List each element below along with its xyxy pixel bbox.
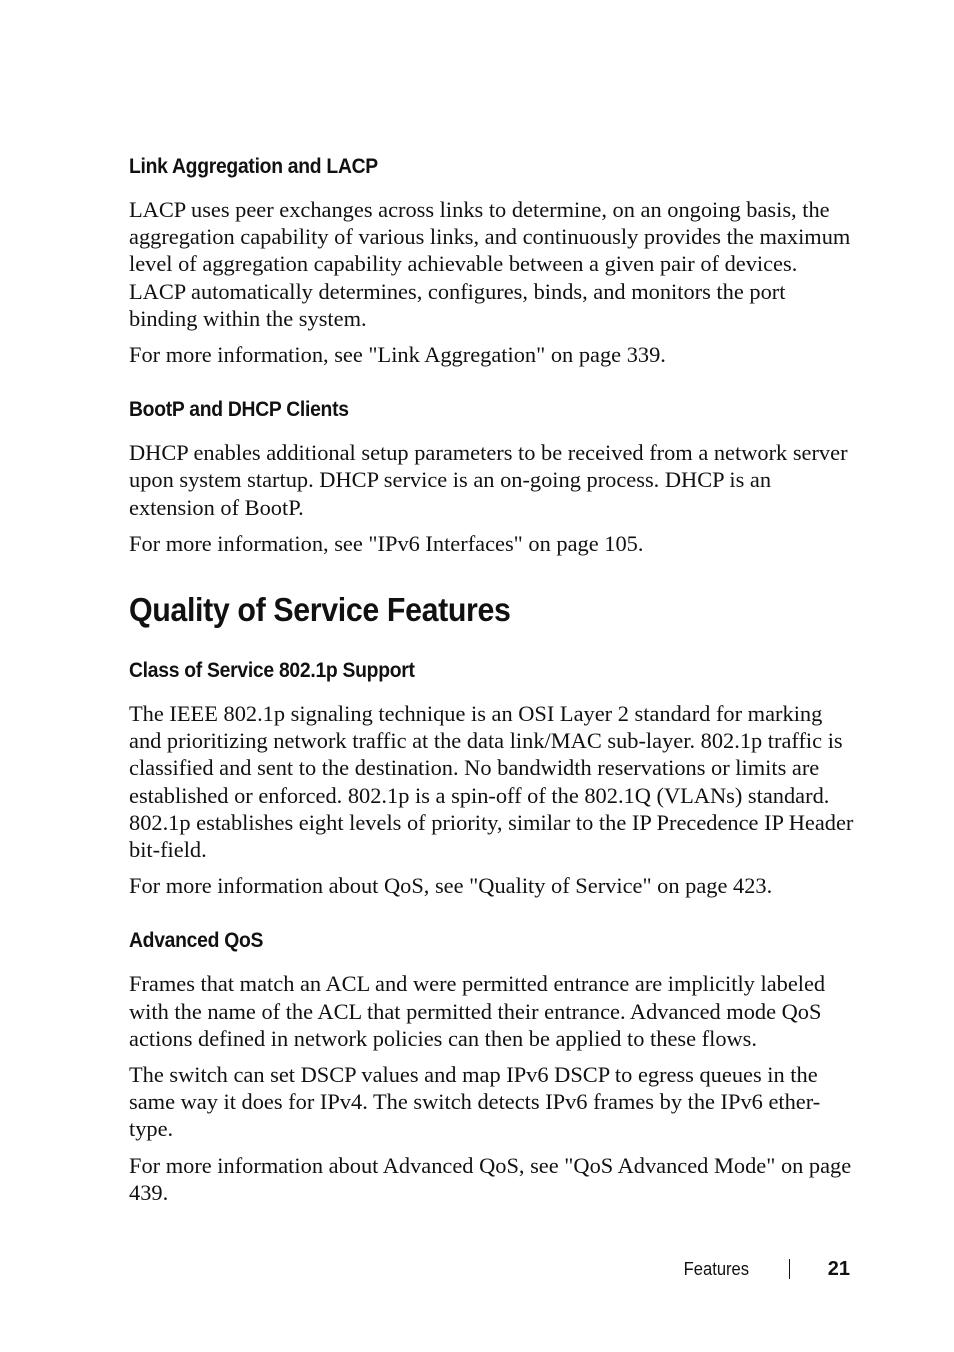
page-footer (678, 1254, 850, 1284)
paragraph: The switch can set DSCP values and map IPv6 DSCP to egress queues in the same way it does for IPv4. The switch detects IPv6 frames by the IPv6 ether-type. (129, 1062, 821, 1142)
paragraph: Frames that match an ACL and were permitted entrance are implicitly labeled with the name of the ACL that permitted their entrance. Advanced mode QoS actions defined in network policies can then be applied to these flows. (129, 971, 826, 1051)
section-heading-advanced-qos: Advanced QoS (129, 929, 264, 953)
section-heading-bootp: BootP and DHCP Clients (129, 398, 349, 422)
paragraph: The IEEE 802.1p signaling technique is an OSI Layer 2 standard for marking and prioritizing network traffic at the data link/MAC sub-layer. 802.1p traffic is classified and sent to the destination. No bandwidth reservations or limits are established or enforced. 802.1p is a spin-off of the 802.1Q (VLANs) standard. 802.1p establishes eight levels of priority, similar to the IP Precedence IP Header bit-field. (129, 701, 854, 863)
cross-reference-text: For more information, see "Link Aggregation" on page 339. (129, 342, 666, 368)
footer-chapter-label: Features (683, 1258, 749, 1279)
cross-reference-text: For more information, see "IPv6 Interfaces" on page 105. (129, 530, 644, 556)
paragraph: LACP uses peer exchanges across links to determine, on an ongoing basis, the aggregation capability of various links, and continuously provides the maximum level of aggregation capability achievable between a given pair of devices. LACP automatically determines, configures, binds, and monitors the port binding within the system. (129, 197, 851, 331)
paragraph: DHCP enables additional setup parameters to be received from a network server upon system startup. DHCP service is an on-going process. DHCP is an extension of BootP. (129, 440, 848, 520)
section-heading-cos: Class of Service 802.1p Support (129, 659, 415, 683)
footer-divider (789, 1259, 790, 1279)
page-content (129, 152, 857, 1215)
cross-reference-text: For more information about QoS, see "Quality of Service" on page 423. (129, 873, 773, 899)
cross-reference-text: For more information about Advanced QoS, see "QoS Advanced Mode" on page 439. (129, 1152, 852, 1205)
chapter-heading-qos: Quality of Service Features (129, 591, 511, 629)
section-heading-lacp: Link Aggregation and LACP (129, 155, 378, 178)
page-number: 21 (827, 1257, 850, 1280)
